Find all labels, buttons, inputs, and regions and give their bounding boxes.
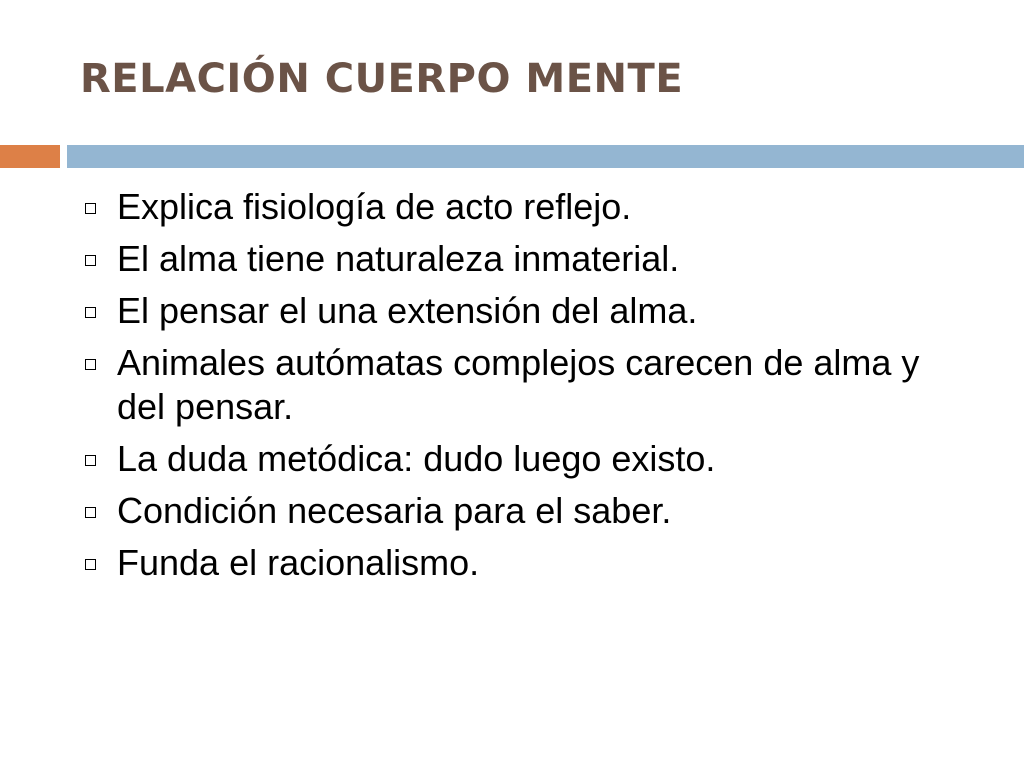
bullet-item bbox=[82, 489, 962, 533]
square-bullet-icon bbox=[85, 359, 96, 370]
square-bullet-icon bbox=[85, 455, 96, 466]
bullet-text: Funda el racionalismo. bbox=[117, 542, 480, 583]
bullet-item bbox=[82, 185, 962, 229]
bullet-item bbox=[82, 289, 962, 333]
bullet-list bbox=[82, 185, 962, 593]
bullet-text: Condición necesaria para el saber. bbox=[117, 490, 672, 531]
bullet-text: Animales autómatas complejos carecen de alma y del pensar. bbox=[117, 342, 920, 427]
bullet-item bbox=[82, 341, 962, 429]
square-bullet-icon bbox=[85, 203, 96, 214]
square-bullet-icon bbox=[85, 507, 96, 518]
accent-bar-orange bbox=[0, 145, 60, 168]
accent-bar-blue bbox=[67, 145, 1024, 168]
square-bullet-icon bbox=[85, 559, 96, 570]
slide-title: RELACIÓN CUERPO MENTE bbox=[80, 56, 684, 102]
bullet-text: Explica fisiología de acto reflejo. bbox=[117, 186, 632, 227]
bullet-item bbox=[82, 237, 962, 281]
square-bullet-icon bbox=[85, 255, 96, 266]
bullet-item bbox=[82, 437, 962, 481]
bullet-item bbox=[82, 541, 962, 585]
bullet-text: La duda metódica: dudo luego existo. bbox=[117, 438, 716, 479]
bullet-text: El alma tiene naturaleza inmaterial. bbox=[117, 238, 680, 279]
square-bullet-icon bbox=[85, 307, 96, 318]
bullet-text: El pensar el una extensión del alma. bbox=[117, 290, 698, 331]
